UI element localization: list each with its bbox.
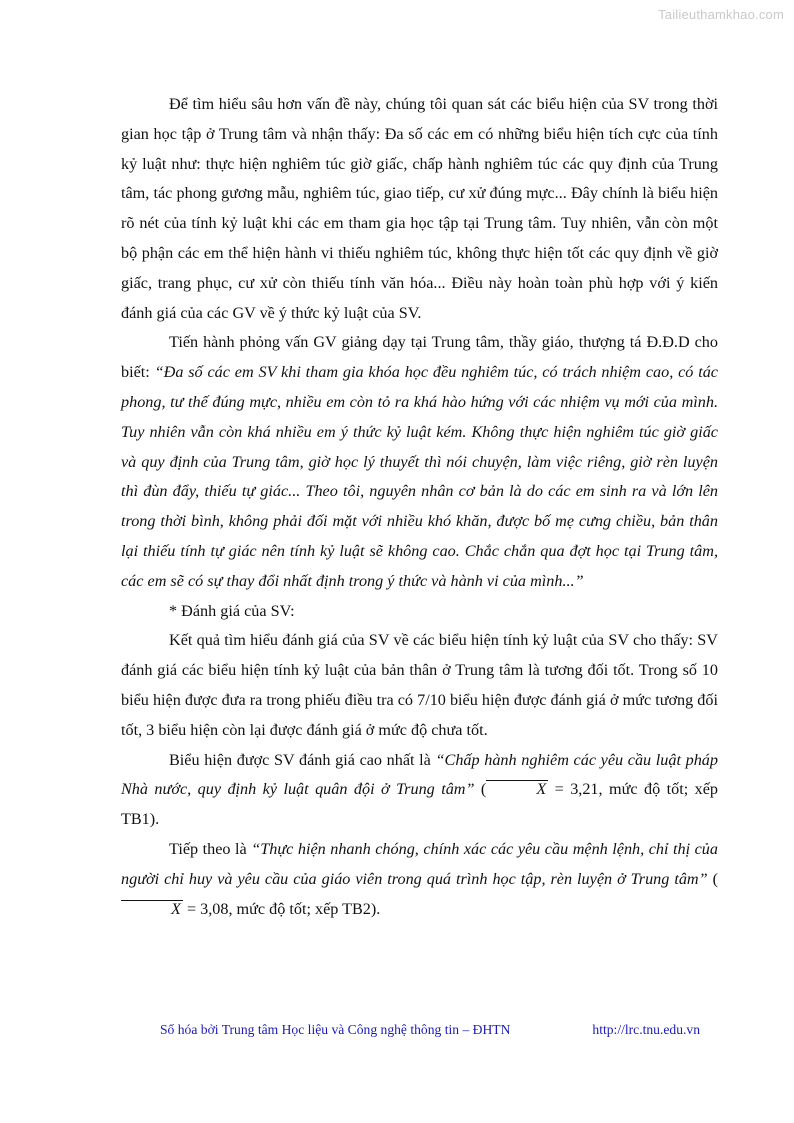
interview-lead: Tiến hành phỏng vấn GV giảng dạy tại Trung tâm, thầy giáo, thượng tá Đ.Đ.D cho biết:: [121, 333, 718, 382]
highest-quote: “Chấp hành nghiêm các yêu cầu luật pháp Nhà nước, quy định kỷ luật quân đội ở Trung tâm”: [121, 750, 718, 799]
paragraph-survey-result: Kết quả tìm hiểu đánh giá của SV về các biểu hiện tính kỷ luật của SV cho thấy: SV đánh giá các biểu hiện tính kỷ luật của bản thân ở Trung tâm là tương đối tốt. Trong số 10 biểu hiện được đưa ra trong phiếu điều tra có 7/10 biểu hiện được đánh giá ở mức tương đối tốt, 3 biểu hiện còn lại được đánh giá ở mức độ chưa tốt.: [121, 631, 718, 739]
paragraph-observation: Để tìm hiểu sâu hơn vấn đề này, chúng tôi quan sát các biểu hiện của SV trong thời gian học tập ở Trung tâm và nhận thấy: Đa số các em có những biểu hiện tích cực của tính kỷ luật như: thực hiện nghiêm túc giờ giấc, chấp hành nghiêm túc các quy định của Trung tâm, tác phong gương mẫu, nghiêm túc, giao tiếp, cư xử đúng mực... Đây chính là biểu hiện rõ nét của tính kỷ luật khi các em tham gia học tập tại Trung tâm. Tuy nhiên, vẫn còn một bộ phận các em thể hiện hành vi thiếu nghiêm túc, không thực hiện tốt các quy định về giờ giấc, trang phục, cư xử còn thiếu tính văn hóa... Điều này hoàn toàn phù hợp với ý kiến đánh giá của các GV về ý thức kỷ luật của SV.: [121, 95, 718, 322]
interview-quote: “Đa số các em SV khi tham gia khóa học đều nghiêm túc, có trách nhiệm cao, có tác phong, tư thế đúng mực, nhiều em còn tỏ ra khá hào hứng với các nhiệm vụ mới của mình. Tuy nhiên vẫn còn khá nhiều em ý thức kỷ luật kém. Không thực hiện nghiêm túc giờ giấc và quy định của Trung tâm, giờ học lý thuyết thì nói chuyện, làm việc riêng, giờ rèn luyện thì đùn đẩy, thiếu tự giác... Theo tôi, nguyên nhân cơ bản là do các em sinh ra và lớn lên trong thời bình, không phải đối mặt với nhiều khó khăn, được bố mẹ cưng chiều, bản thân lại thiếu tính tự giác nên tính kỷ luật sẽ không cao. Chắc chắn qua đợt học tại Trung tâm, các em sẽ có sự thay đổi nhất định trong ý thức và hành vi của mình...”: [121, 363, 718, 590]
second-quote: “Thực hiện nhanh chóng, chính xác các yêu cầu mệnh lệnh, chỉ thị của người chỉ huy và yêu cầu của giáo viên trong quá trình học tập, rèn luyện ở Trung tâm”: [121, 839, 718, 888]
paren-open: (: [707, 869, 719, 888]
mean-symbol: X: [121, 900, 183, 918]
footer-link[interactable]: http://lrc.tnu.edu.vn: [592, 1022, 700, 1037]
paragraph-second-rated: [121, 835, 718, 924]
paragraph-highest-rated: [121, 746, 718, 835]
section-heading-student-evaluation: * Đánh giá của SV:: [169, 601, 295, 620]
paren-open: (: [474, 780, 487, 799]
mean-symbol: X: [486, 780, 548, 798]
highest-lead: Biểu hiện được SV đánh giá cao nhất là: [169, 750, 436, 769]
highest-score: = 3,21, mức độ tốt; xếp TB1).: [121, 780, 719, 829]
footer-credit: Số hóa bởi Trung tâm Học liệu và Công nghệ thông tin – ĐHTN: [160, 1022, 511, 1037]
watermark: Tailieuthamkhao.com: [658, 7, 784, 22]
paragraph-interview: [121, 328, 718, 596]
page-footer: [160, 1022, 700, 1038]
second-score: = 3,08, mức độ tốt; xếp TB2).: [182, 899, 381, 918]
second-lead: Tiếp theo là: [169, 839, 252, 858]
document-body: [121, 90, 718, 924]
